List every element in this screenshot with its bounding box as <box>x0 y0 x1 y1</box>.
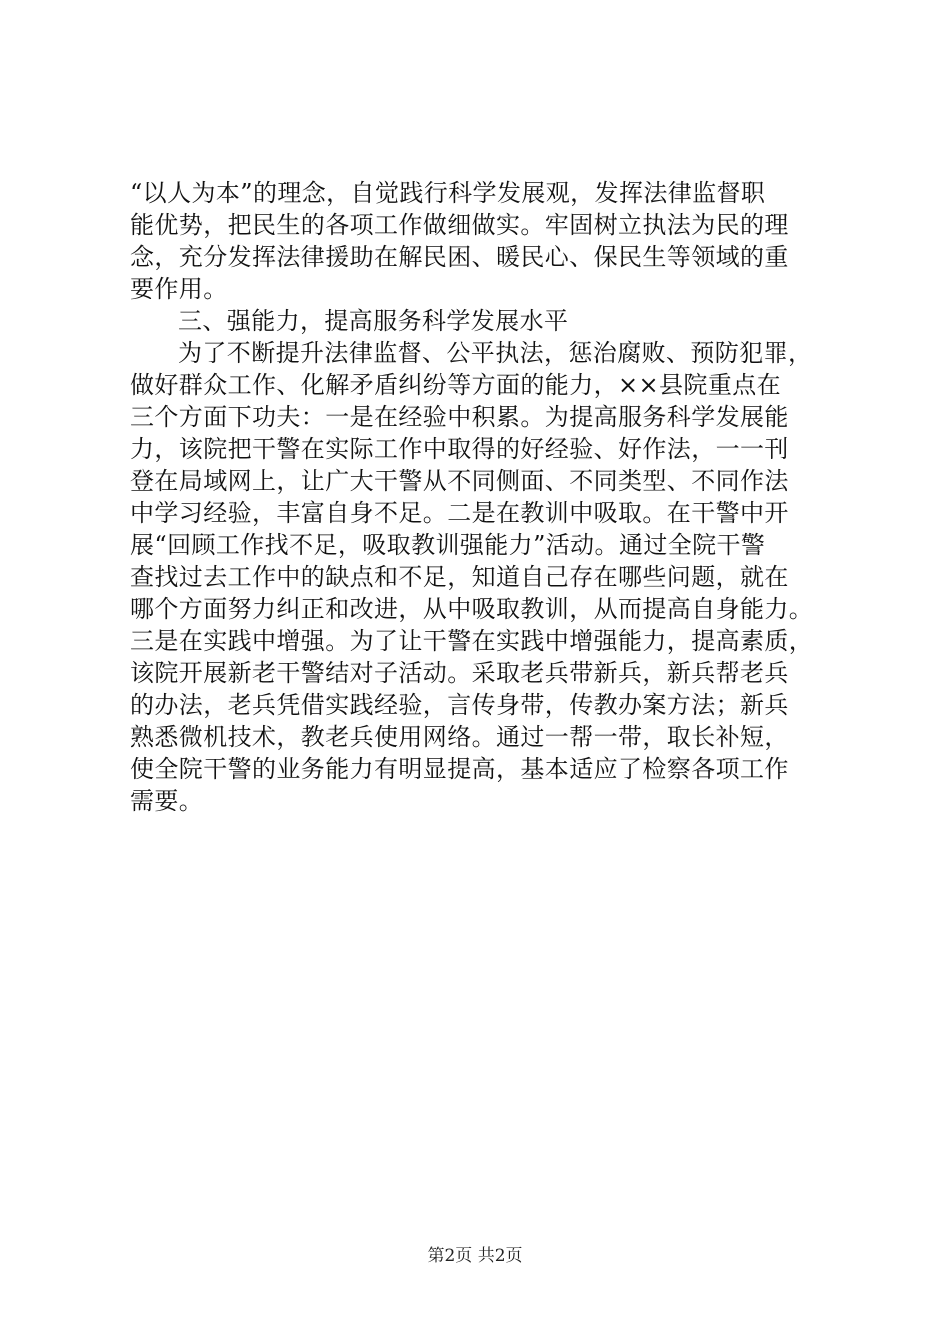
paragraph-1-line-3: 念，充分发挥法律援助在解民困、暖民心、保民生等领域的重 <box>130 243 789 271</box>
paragraph-2-line-8: 查找过去工作中的缺点和不足，知道自己存在哪些问题，就在 <box>130 563 789 591</box>
paragraph-2-line-10: 三是在实践中增强。为了让干警在实践中增强能力，提高素质， <box>130 627 814 655</box>
paragraph-1-line-2: 能优势，把民生的各项工作做细做实。牢固树立执法为民的理 <box>130 211 789 239</box>
section-heading: 三、强能力，提高服务科学发展水平 <box>178 307 569 335</box>
paragraph-2-line-13: 熟悉微机技术，教老兵使用网络。通过一帮一带，取长补短， <box>130 723 789 751</box>
paragraph-2-line-7: 展“回顾工作找不足，吸取教训强能力”活动。通过全院干警 <box>130 531 766 559</box>
paragraph-2-line-14: 使全院干警的业务能力有明显提高，基本适应了检察各项工作 <box>130 755 789 783</box>
paragraph-2-line-1: 为了不断提升法律监督、公平执法，惩治腐败、预防犯罪， <box>178 339 813 367</box>
paragraph-2-line-5: 登在局域网上，让广大干警从不同侧面、不同类型、不同作法 <box>130 467 789 495</box>
paragraph-2-line-15: 需要。 <box>130 787 204 815</box>
paragraph-1-line-1: “以人为本”的理念，自觉践行科学发展观，发挥法律监督职 <box>130 179 766 207</box>
paragraph-1-line-4: 要作用。 <box>130 275 228 303</box>
page-number-footer: 第2页 共2页 <box>427 1246 523 1266</box>
paragraph-2-line-11: 该院开展新老干警结对子活动。采取老兵带新兵，新兵帮老兵 <box>130 659 789 687</box>
paragraph-2-line-12: 的办法，老兵凭借实践经验，言传身带，传教办案方法；新兵 <box>130 691 789 719</box>
paragraph-2-line-6: 中学习经验，丰富自身不足。二是在教训中吸取。在干警中开 <box>130 499 789 527</box>
paragraph-2-line-3: 三个方面下功夫：一是在经验中积累。为提高服务科学发展能 <box>130 403 789 431</box>
paragraph-2-line-2: 做好群众工作、化解矛盾纠纷等方面的能力，××县院重点在 <box>130 371 782 399</box>
paragraph-2-line-9: 哪个方面努力纠正和改进，从中吸取教训，从而提高自身能力。 <box>130 595 814 623</box>
paragraph-2-line-4: 力，该院把干警在实际工作中取得的好经验、好作法，一一刊 <box>130 435 789 463</box>
